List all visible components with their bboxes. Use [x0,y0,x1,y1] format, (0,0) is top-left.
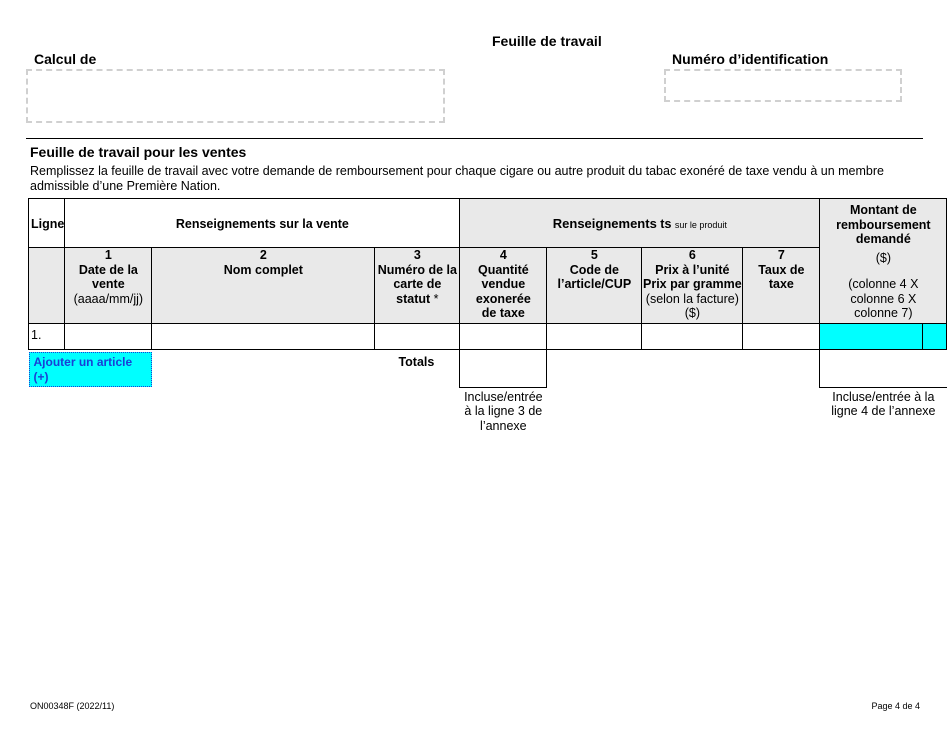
product-info-header-main: Renseignements [552,216,657,231]
calc-label: Calcul de [34,51,97,67]
col5-num: 5 [590,248,598,262]
ligne-subheader [29,248,65,324]
col4-num: 4 [499,248,507,262]
refund-header: Montant de remboursement demandé [836,203,931,246]
add-item-button[interactable]: Ajouter un article (+) [29,352,152,387]
col6-title: Prix à l’unité Prix par gramme [643,262,742,291]
table-row [29,324,947,350]
totals-label: Totals [398,355,435,369]
col7-num: 7 [777,248,785,262]
refund-formula: (colonne 4 X colonne 6 X colonne 7) [848,277,919,320]
page-number: Page 4 de 4 [871,701,920,711]
row-date-input[interactable] [65,324,152,350]
section-divider [26,138,923,139]
id-label: Numéro d’identification [672,51,829,67]
col6-note: (selon la facture) ($) [645,291,739,320]
col4-header [460,248,547,324]
note-col4: Incluse/entrée à la ligne 3 de l’annexe [464,389,543,433]
product-info-header: Renseignements ts sur le produit [460,199,820,248]
col5-title: Code de l’article/CUP [557,262,632,291]
row-unit-price-input[interactable] [642,324,743,350]
ligne-header: Ligne [29,199,65,248]
col7-title: Taux de taxe [758,262,805,291]
instructions-text: Remplissez la feuille de travail avec votre demande de remboursement pour chaque cigare ou autre produit du tabac exonéré de taxe vendu à un membre admissible d’une Première Nation. [30,164,884,193]
calc-input-field[interactable] [26,69,445,123]
col3-header [375,248,460,324]
col6-header [642,248,743,324]
row-status-card-input[interactable] [375,324,460,350]
col2-num: 2 [259,248,267,262]
col6-num: 6 [688,248,696,262]
sale-info-header: Renseignements sur la vente [65,199,460,248]
row-tax-rate-input[interactable] [743,324,820,350]
col7-header [743,248,820,324]
col3-num: 3 [413,248,421,262]
form-number: ON00348F (2022/11) [30,701,115,711]
total-quantity-field [460,350,547,388]
refund-header-cell [820,199,947,324]
total-refund-field [820,350,947,388]
row-quantity-input[interactable] [460,324,547,350]
col1-note: (aaaa/mm/jj) [73,291,144,306]
add-item-cell [29,350,152,388]
sales-worksheet-table [28,198,947,433]
col3-note: * [433,291,439,306]
row-delete-control[interactable] [923,324,947,350]
refund-unit: ($) [875,250,891,265]
col4-title: Quantité vendue exonerée de taxe [475,262,531,320]
col1-header [65,248,152,324]
col1-title: Date de la vente [78,262,138,291]
col3-title: Numéro de la carte de statut [377,262,457,306]
col1-num: 1 [104,248,112,262]
notes-spacer-2 [547,387,820,433]
col2-title: Nom complet [223,262,303,277]
row-name-input[interactable] [152,324,375,350]
note-refund: Incluse/entrée à la ligne 4 de l’annexe [831,389,936,418]
product-info-header-small: sur le produit [674,220,727,230]
page-title: Feuille de travail [492,33,602,49]
col2-header [152,248,375,324]
row-line-number: 1. [29,324,65,350]
row-item-code-input[interactable] [547,324,642,350]
id-number-input-field[interactable] [664,69,902,102]
col5-header [547,248,642,324]
notes-spacer [29,387,460,433]
totals-spacer [547,350,820,388]
section-title: Feuille de travail pour les ventes [30,144,247,160]
row-refund-amount [820,324,923,350]
